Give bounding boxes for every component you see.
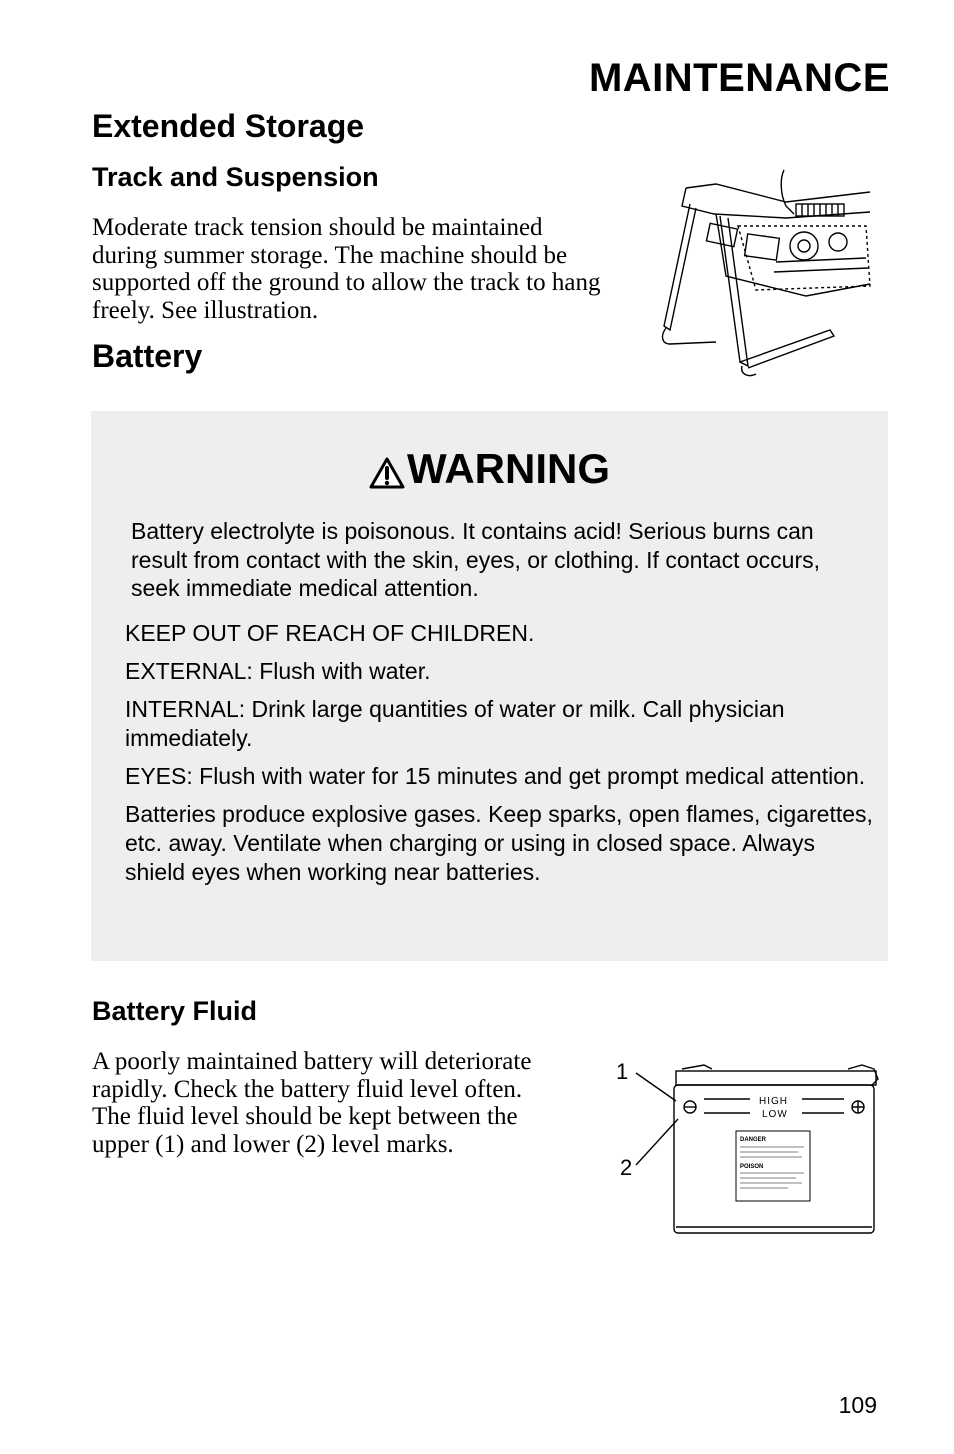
battery-level-illustration [612, 1055, 887, 1245]
battery-fluid-paragraph: A poorly maintained battery will deteriorate rapidly. Check the battery fluid level often. The fluid level should be kept between the upper (1) and lower (2) level marks. [92, 1048, 532, 1158]
callout-upper: 1 [616, 1059, 629, 1084]
warning-item: EXTERNAL: Flush with water. [125, 658, 431, 684]
label-poison: POISON [740, 1164, 764, 1170]
warning-title: WARNING [407, 445, 610, 492]
track-paragraph: Moderate track tension should be maintained during summer storage. The machine should be supported off the ground to allow the track to hang freely. See illustration. [92, 214, 601, 324]
subsection-title-track: Track and Suspension [92, 162, 379, 192]
snowmobile-on-stand-illustration [656, 166, 876, 386]
subsection-title-battery-fluid: Battery Fluid [92, 996, 258, 1026]
warning-box [91, 411, 888, 961]
warning-item: INTERNAL: Drink large quantities of water or milk. Call physician immediately. [125, 696, 785, 751]
mark-high: HIGH [759, 1096, 788, 1107]
warning-item: Batteries produce explosive gases. Keep sparks, open flames, cigarettes, etc. away. Ventilate when charging or using in closed space. Always shield eyes when working near batteries. [125, 801, 873, 885]
mark-low: LOW [762, 1109, 788, 1120]
warning-heading [91, 445, 888, 493]
warning-item: EYES: Flush with water for 15 minutes and get prompt medical attention. [125, 763, 866, 789]
warning-intro: Battery electrolyte is poisonous. It contains acid! Serious burns can result from contact with the skin, eyes, or clothing. If contact occurs, seek immediate medical attention. [131, 518, 821, 601]
warning-triangle-icon [369, 457, 405, 489]
section-title-battery: Battery [92, 338, 203, 374]
section-title-extended-storage: Extended Storage [92, 108, 365, 144]
label-danger: DANGER [740, 1137, 767, 1143]
page-number: 109 [838, 1392, 877, 1418]
warning-list [125, 619, 875, 896]
callout-lower: 2 [620, 1155, 633, 1180]
warning-item: KEEP OUT OF REACH OF CHILDREN. [125, 620, 535, 646]
chapter-title: MAINTENANCE [588, 56, 890, 100]
